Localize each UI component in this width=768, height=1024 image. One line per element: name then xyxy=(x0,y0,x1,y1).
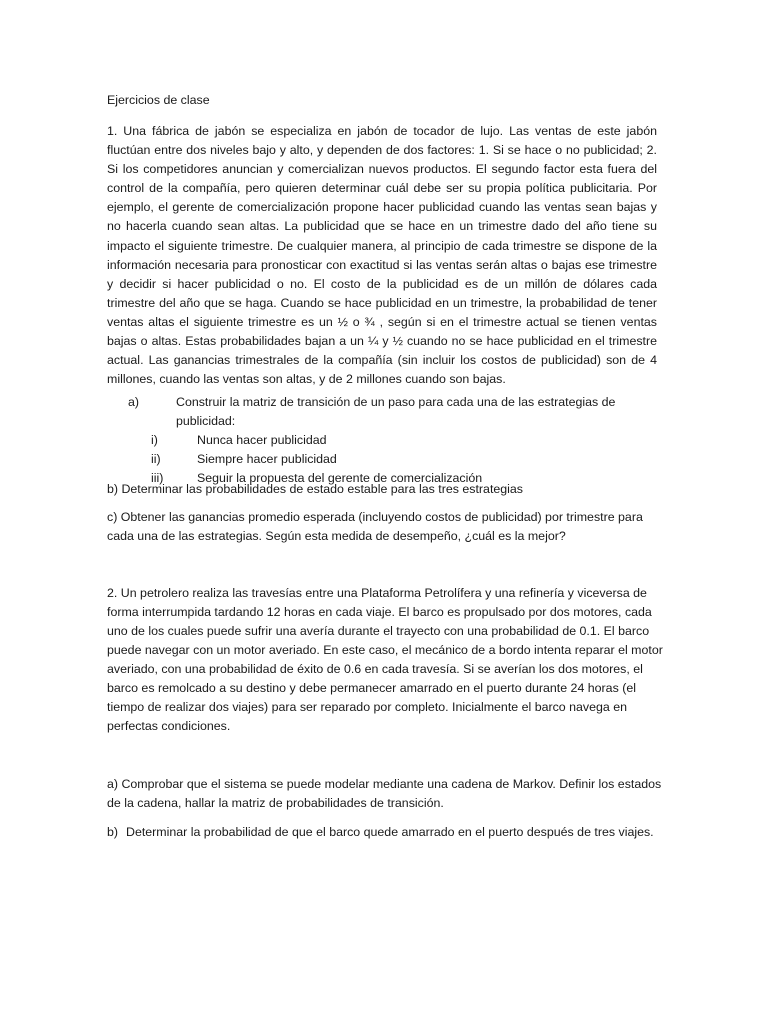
item-b-text: Determinar la probabilidad de que el barco quede amarrado en el puerto después de tres viajes. xyxy=(126,825,654,839)
exercise-2-item-b xyxy=(107,823,668,842)
exercise-1-item-c: c) Obtener las ganancias promedio esperada (incluyendo costos de publicidad) por trimestre para cada una de las estrategias. Según esta medida de desempeño, ¿cuál es la mejor? xyxy=(107,510,643,543)
item-b-marker: b) xyxy=(107,825,119,839)
sub-item-text: Siempre hacer publicidad xyxy=(197,452,337,466)
sub-item-number: iii) xyxy=(151,471,164,485)
exercise-1-item-b: b) Determinar las probabilidades de estado estable para las tres estrategias xyxy=(107,482,524,496)
exercise-1-paragraph: 1. Una fábrica de jabón se especializa en jabón de tocador de lujo. Las ventas de este jabón fluctúan entre dos niveles bajo y alto, y dependen de dos factores: 1. Si se hace o no publicidad; 2. Si los competidores anuncian y comercializan nuevos productos. El segundo factor esta fuera del control de la compañía, pero quieren determinar cuál debe ser su propia política publicitaria. Por ejemplo, el gerente de comercialización propone hacer publicidad cuando las ventas sean bajas y no hacerla cuando sean altas. La publicidad que se hace en un trimestre dado del año tiene su impacto el siguiente trimestre. De cualquier manera, al principio de cada trimestre se dispone de la información necesaria para pronosticar con exactitud si las ventas serán altas o bajas ese trimestre y decidir si hacer publicidad o no. El costo de la publicidad es de un millón de dólares cada trimestre del año que se haga. Cuando se hace publicidad en un trimestre, la probabilidad de tener ventas altas el siguiente trimestre es un ½ o ¾ , según si en el trimestre actual se tienen ventas bajas o altas. Estas probabilidades bajan a un ¼ y ½ cuando no se hace publicidad en el trimestre actual. Las ganancias trimestrales de la compañía (sin incluir los costos de publicidad) son de 4 millones, cuando las ventas son altas, y de 2 millones cuando son bajas. xyxy=(107,124,657,387)
exercise-1-item-a xyxy=(107,393,678,488)
item-a-text: Construir la matriz de transición de un paso para cada una de las estrategias de publicidad: xyxy=(176,395,616,428)
sub-item-number: ii) xyxy=(151,452,161,466)
sub-item-text: Seguir la propuesta del gerente de comercialización xyxy=(197,471,483,485)
item-a-heading xyxy=(107,393,678,431)
sub-item xyxy=(151,431,678,450)
sub-item xyxy=(151,450,678,469)
exercise-2-paragraph: 2. Un petrolero realiza las travesías entre una Plataforma Petrolífera y una refinería y viceversa de forma interrumpida tardando 12 horas en cada viaje. El barco es propulsado por dos motores, cada uno de los cuales puede sufrir una avería durante el trayecto con una probabilidad de 0.1. El barco puede navegar con un motor averiado. En este caso, el mecánico de a bordo intenta reparar el motor averiado, con una probabilidad de éxito de 0.6 en cada travesía. Si se averían los dos motores, el barco es remolcado a su destino y debe permanecer amarrado en el puerto durante 24 horas (el tiempo de realizar dos viajes) para ser reparado por completo. Inicialmente el barco navega en perfectas condiciones. xyxy=(107,586,663,733)
exercise-2-item-a: a) Comprobar que el sistema se puede modelar mediante una cadena de Markov. Definir los estados de la cadena, hallar la matriz de probabilidades de transición. xyxy=(107,777,662,810)
sub-item-number: i) xyxy=(151,433,158,447)
document-title: Ejercicios de clase xyxy=(107,93,210,107)
item-a-marker: a) xyxy=(128,395,140,409)
sub-item-text: Nunca hacer publicidad xyxy=(197,433,327,447)
